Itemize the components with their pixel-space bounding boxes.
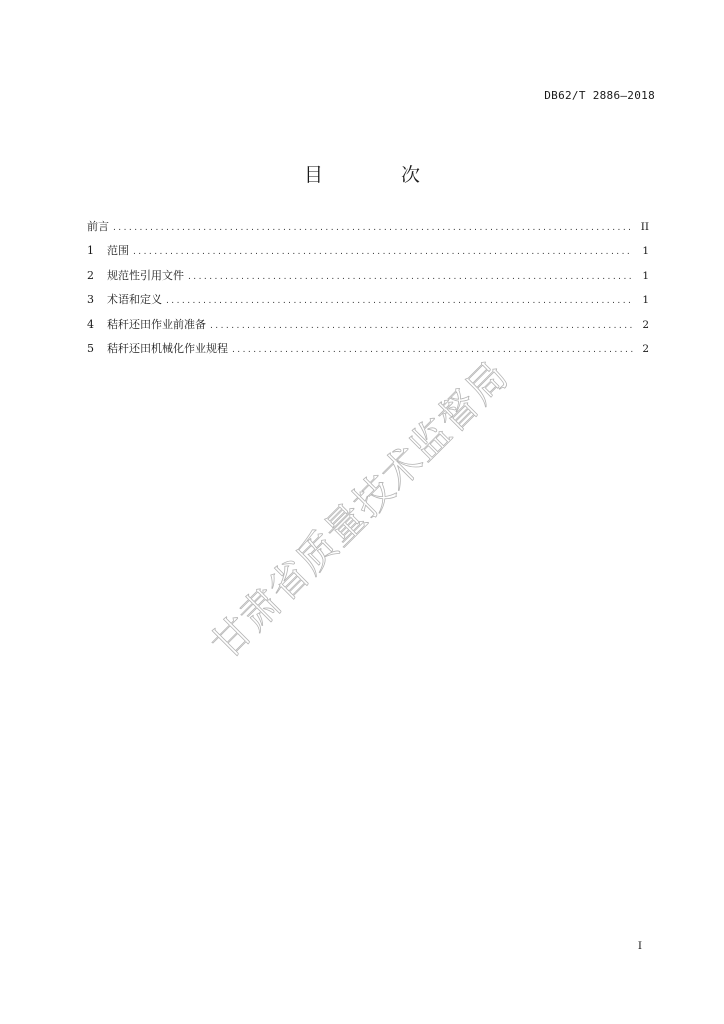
- toc-title: 目 次: [303, 164, 457, 186]
- table-of-contents: [87, 218, 649, 364]
- toc-leader-dots: [188, 272, 633, 282]
- toc-entry-page: 2: [642, 342, 649, 355]
- toc-leader-dots: [133, 247, 633, 257]
- toc-entry-number: 2: [87, 268, 94, 282]
- toc-entry-label: 秸秆还田机械化作业规程: [107, 341, 228, 355]
- page-number: I: [637, 940, 642, 952]
- toc-entry-page: II: [640, 221, 649, 233]
- toc-entry-number: 5: [87, 341, 94, 355]
- toc-leader-dots: [232, 345, 633, 355]
- toc-entry-number: 3: [87, 293, 94, 307]
- toc-entry-preparation[interactable]: [87, 316, 649, 340]
- toc-entry-label: 术语和定义: [107, 293, 162, 307]
- toc-entry-label: 秸秆还田作业前准备: [107, 317, 206, 331]
- toc-entry-terms-definitions[interactable]: [87, 291, 649, 315]
- toc-entry-foreword[interactable]: [87, 218, 649, 242]
- toc-leader-dots: [113, 223, 633, 233]
- toc-entry-scope[interactable]: [87, 242, 649, 266]
- toc-entry-number: 1: [87, 244, 94, 258]
- toc-entry-page: 1: [642, 269, 649, 282]
- toc-entry-page: 1: [642, 294, 649, 307]
- toc-entry-label: 范围: [107, 244, 129, 258]
- toc-entry-label: 前言: [87, 220, 109, 233]
- toc-entry-label: 规范性引用文件: [107, 268, 184, 282]
- toc-entry-page: 2: [642, 318, 649, 331]
- standard-code: DB62/T 2886—2018: [544, 89, 655, 102]
- toc-entry-mechanized-operation[interactable]: [87, 340, 649, 364]
- toc-entry-normative-references[interactable]: [87, 267, 649, 291]
- watermark: 甘肃省质量技术监督局: [203, 353, 518, 668]
- toc-leader-dots: [210, 321, 633, 331]
- toc-entry-number: 4: [87, 317, 94, 331]
- toc-entry-page: 1: [642, 245, 649, 258]
- toc-leader-dots: [166, 296, 633, 306]
